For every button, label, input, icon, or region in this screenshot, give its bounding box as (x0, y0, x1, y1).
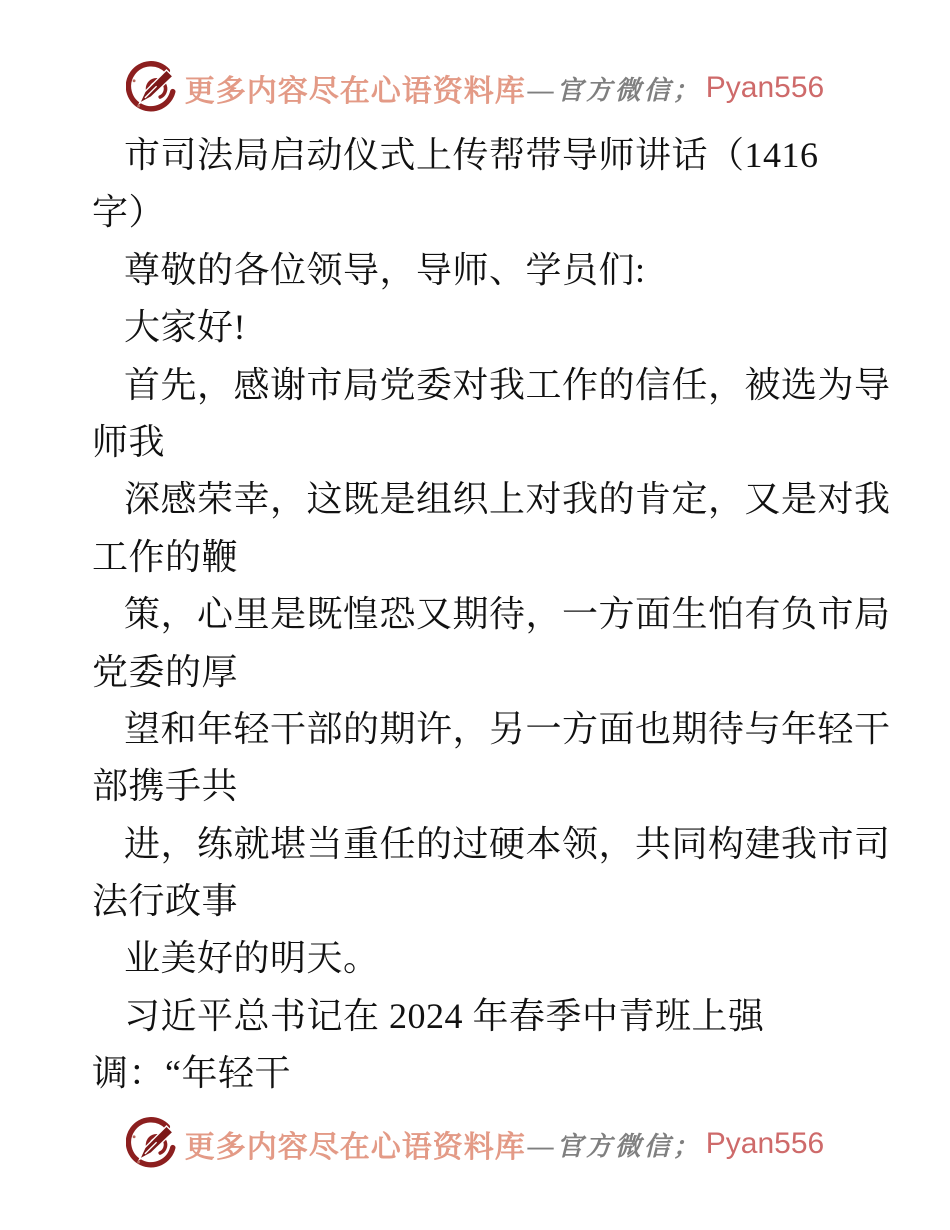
watermark-wechat-label: —官方微信； (527, 1131, 702, 1161)
watermark-wechat-id: Pyan556 (705, 71, 825, 104)
pen-swirl-logo-icon (126, 1116, 180, 1172)
document-line: 工作的鞭 (92, 536, 239, 577)
document-line: 习近平总书记在 2024 年春季中青班上强 (124, 995, 765, 1036)
watermark-wechat-label: —官方微信； (527, 75, 702, 105)
watermark-text: 更多内容尽在心语资料库 (184, 1131, 526, 1164)
document-line: 尊敬的各位领导，导师、学员们: (124, 249, 646, 290)
watermark-wechat-id: Pyan556 (705, 1127, 825, 1160)
header-watermark (0, 60, 950, 116)
document-line: 大家好! (124, 307, 246, 348)
document-line: 字） (92, 192, 166, 233)
document-line: 部携手共 (92, 766, 239, 807)
document-line: 市司法局启动仪式上传帮带导师讲话（1416 (124, 135, 819, 175)
watermark-text: 更多内容尽在心语资料库 (184, 75, 526, 108)
document-lines (92, 127, 891, 1103)
document-line: 望和年轻干部的期许，另一方面也期待与年轻干 (124, 708, 891, 749)
footer-watermark (0, 1116, 950, 1172)
document-line: 党委的厚 (92, 651, 239, 692)
document-line: 师我 (92, 421, 166, 462)
pen-swirl-logo-icon (126, 60, 180, 116)
document-line: 业美好的明天。 (124, 938, 380, 979)
document-line: 调：“年轻干 (92, 1053, 291, 1094)
document-line: 首先，感谢市局党委对我工作的信任，被选为导 (124, 364, 891, 405)
document-line: 法行政事 (92, 881, 239, 922)
document-line: 策，心里是既惶恐又期待，一方面生怕有负市局 (124, 594, 891, 635)
document-line: 深感荣幸，这既是组织上对我的肯定，又是对我 (124, 479, 891, 520)
document-line: 进，练就堪当重任的过硬本领，共同构建我市司 (124, 823, 891, 864)
